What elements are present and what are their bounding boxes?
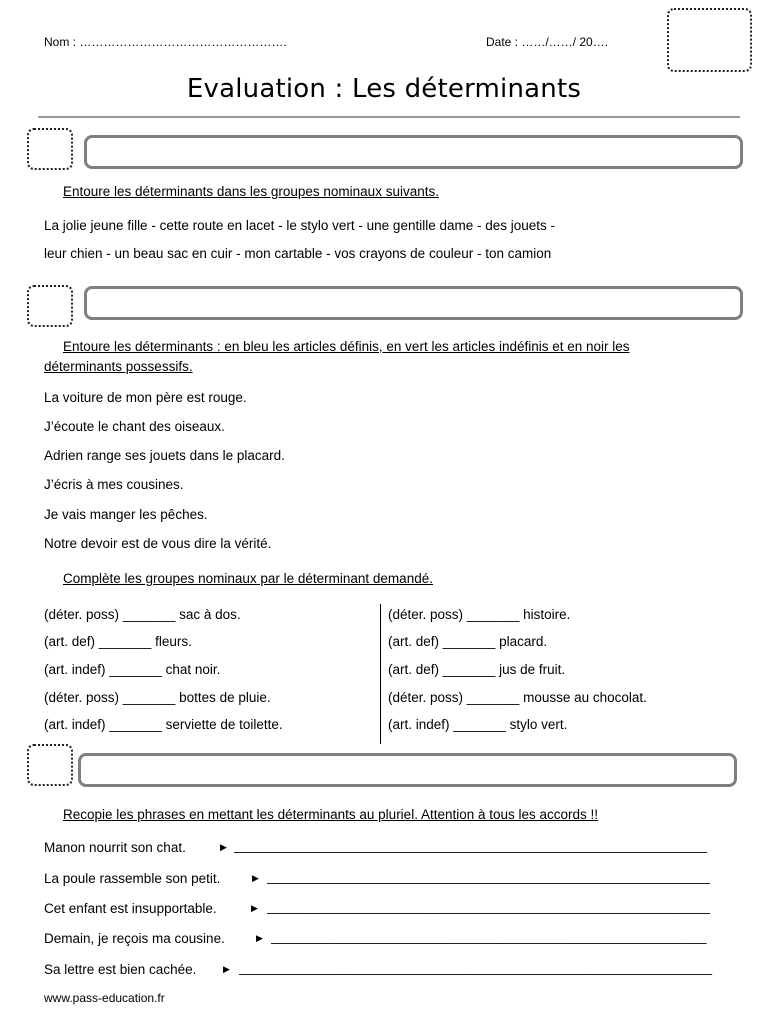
fill-item-right: (art. def) _______ jus de fruit. [388,662,566,677]
fill-item-right: (déter. poss) _______ histoire. [388,607,571,622]
rewrite-sentence: Demain, je reçois ma cousine. [44,931,225,946]
sentence: Je vais manger les pêches. [44,507,208,522]
sentence: Adrien range ses jouets dans le placard. [44,448,285,463]
section-2-instruction: Entoure les déterminants : en bleu les articles définis, en vert les articles indéfinis et en noir les [63,339,630,354]
section-3-instruction: Complète les groupes nominaux par le déterminant demandé. [63,571,433,586]
sentence: Notre devoir est de vous dire la vérité. [44,536,272,551]
arrow-icon: ▶ [252,873,259,883]
name-field: Nom : ……………………………………………. [44,35,287,49]
section-1-instruction: Entoure les déterminants dans les groupes nominaux suivants. [63,184,439,199]
rewrite-sentence: La poule rassemble son petit. [44,871,221,886]
rewrite-sentence: Cet enfant est insupportable. [44,901,217,916]
grade-box [667,8,752,72]
section-2-score-box [27,285,73,327]
fill-item-left: (déter. poss) _______ sac à dos. [44,607,241,622]
sentence: J’écoute le chant des oiseaux. [44,419,225,434]
answer-line: _______________________________________________________________ [234,838,708,853]
title-divider [38,116,740,118]
section-1-line-1: La jolie jeune fille - cette route en lacet - le stylo vert - une gentille dame - des jouets - [44,218,556,233]
answer-line: _______________________________________________________________ [239,960,713,975]
arrow-icon: ▶ [256,933,263,943]
section-2-heading-bar [84,286,743,320]
rewrite-sentence: Manon nourrit son chat. [44,840,186,855]
answer-line: __________________________________________________________ [271,929,707,944]
column-divider [380,604,381,744]
answer-line: ___________________________________________________________ [267,869,710,884]
sentence: La voiture de mon père est rouge. [44,390,247,405]
rewrite-sentence: Sa lettre est bien cachée. [44,962,197,977]
fill-item-left: (art. def) _______ fleurs. [44,634,192,649]
fill-item-right: (art. def) _______ placard. [388,634,548,649]
section-2-instruction-cont: déterminants possessifs. [44,359,193,374]
fill-item-left: (art. indef) _______ serviette de toilette. [44,717,283,732]
section-1-heading-bar [84,135,743,169]
footer-website: www.pass-education.fr [44,991,165,1005]
section-1-score-box [27,128,73,170]
answer-line: ___________________________________________________________ [267,899,710,914]
arrow-icon: ▶ [220,842,227,852]
section-1-line-2: leur chien - un beau sac en cuir - mon cartable - vos crayons de couleur - ton camion [44,246,552,261]
section-4-score-box [27,744,73,786]
arrow-icon: ▶ [223,964,230,974]
section-4-instruction: Recopie les phrases en mettant les déterminants au pluriel. Attention à tous les accords !! [63,807,599,822]
page-title: Evaluation : Les déterminants [186,74,582,104]
date-field: Date : ……/……/ 20…. [486,35,609,49]
arrow-icon: ▶ [251,903,258,913]
fill-item-right: (art. indef) _______ stylo vert. [388,717,568,732]
section-4-heading-bar [78,753,737,787]
fill-item-left: (art. indef) _______ chat noir. [44,662,221,677]
fill-item-right: (déter. poss) _______ mousse au chocolat. [388,690,647,705]
fill-item-left: (déter. poss) _______ bottes de pluie. [44,690,271,705]
sentence: J’écris à mes cousines. [44,477,184,492]
